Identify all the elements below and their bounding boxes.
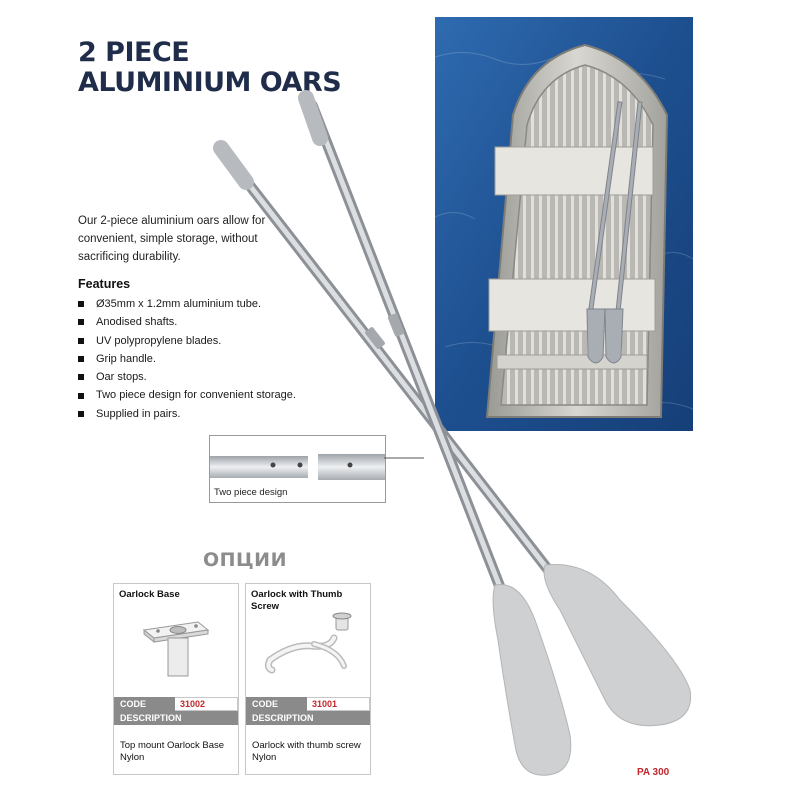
card-title: Oarlock with Thumb Screw	[251, 589, 343, 612]
description-label: DESCRIPTION	[246, 711, 370, 725]
code-label: CODE	[114, 697, 175, 711]
two-piece-detail	[209, 435, 386, 503]
feature-text: Two piece design for convenient storage.	[96, 389, 296, 402]
page-code: PA 300	[637, 767, 670, 778]
option-card-oarlock-base	[113, 583, 239, 775]
detail-caption: Two piece design	[214, 487, 288, 498]
intro-text: Our 2-piece aluminium oars allow for convenient, simple storage, without sacrificing durability.	[78, 215, 266, 263]
code-value: 31002	[175, 697, 238, 711]
features-heading: Features	[78, 277, 131, 291]
code-label: CODE	[246, 697, 307, 711]
title-line-1: 2 PIECE	[78, 37, 190, 68]
feature-text: Grip handle.	[96, 352, 156, 365]
description-label: DESCRIPTION	[114, 711, 238, 725]
feature-text: Anodised shafts.	[96, 316, 178, 329]
oarlock-base-image	[120, 608, 232, 678]
code-value: 31001	[307, 697, 370, 711]
description-text: Top mount Oarlock Base Nylon	[120, 740, 225, 763]
title-line-2: ALUMINIUM OARS	[78, 67, 342, 98]
feature-text: Supplied in pairs.	[96, 407, 181, 420]
feature-text: Oar stops.	[96, 371, 147, 384]
description-text: Oarlock with thumb screw Nylon	[252, 740, 361, 763]
detail-pointer-line	[384, 455, 424, 461]
feature-text: Ø35mm x 1.2mm aluminium tube.	[96, 298, 262, 310]
options-heading: ОПЦИИ	[203, 549, 287, 571]
option-card-oarlock-thumb-screw	[245, 583, 371, 775]
card-title: Oarlock Base	[119, 589, 180, 600]
oarlock-thumb-screw-image	[252, 608, 364, 678]
feature-text: UV polypropylene blades.	[96, 334, 222, 347]
